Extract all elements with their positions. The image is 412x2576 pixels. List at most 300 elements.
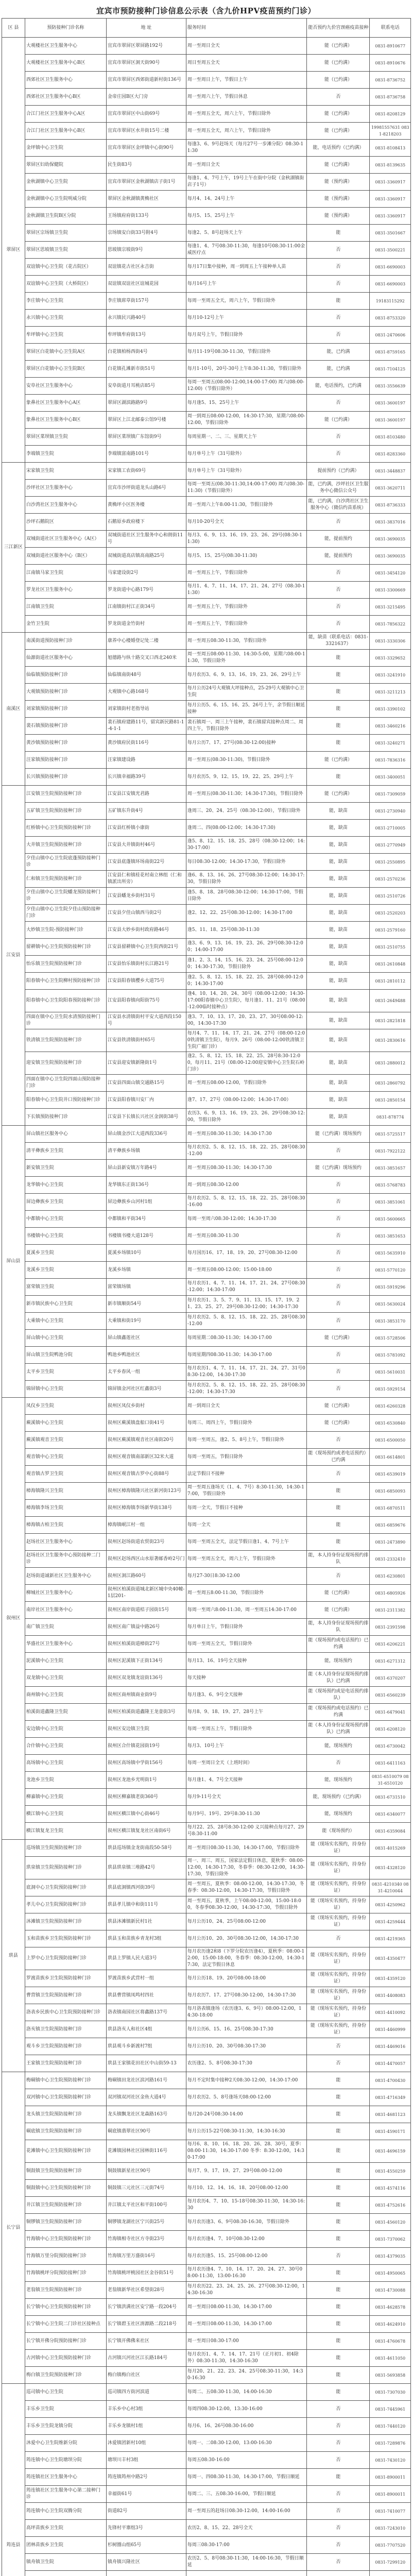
clinic-name-cell: 迎安镇卫生院预防接种门诊 bbox=[25, 1052, 106, 1075]
clinic-name-cell: 牟坪镇中心卫生院 bbox=[25, 327, 106, 344]
address-cell: 江安县江安镇光君路 bbox=[106, 786, 186, 803]
hpv9-booking-cell: 否 bbox=[307, 2554, 370, 2571]
clinic-name-cell: 仙临镇预防接种门诊 bbox=[25, 667, 106, 684]
phone-cell: 0831-3329652 bbox=[370, 650, 411, 667]
clinic-name-cell: 金秋湖镇中心卫生院明威分院 bbox=[25, 191, 106, 208]
table-row bbox=[2, 480, 411, 497]
clinic-name-cell: 翠屏区思坡镇卫生院 bbox=[25, 242, 106, 259]
hpv9-booking-cell: 能 bbox=[307, 2316, 370, 2333]
clinic-name-cell: 阳春镇中心卫生院阳春预防接种门诊 bbox=[25, 990, 106, 1012]
clinic-name-cell: 龙池乡卫生院 bbox=[25, 1772, 106, 1789]
service-time-cell: 每月单日上午，节假日除外 bbox=[186, 1619, 306, 1636]
service-time-cell: 每月农历4、7、10、15-18号08:30-11:30，14:30-16:30 bbox=[186, 2197, 306, 2214]
hpv9-booking-cell: 能，缺苗 bbox=[307, 956, 370, 973]
address-cell: 锦屏镇金河社区红鑫街3号 bbox=[106, 1381, 186, 1398]
table-row bbox=[2, 939, 411, 956]
address-cell: 江安县下长镇长兴社区金润街38号 bbox=[106, 1109, 186, 1126]
clinic-name-cell: 观斗乡卫生院预防接种门诊 bbox=[25, 2038, 106, 2055]
clinic-name-cell: 上罗中心卫生院预防接种门诊 bbox=[25, 1947, 106, 1970]
phone-cell: 0831-6510079 0831-6510120 bbox=[370, 1772, 411, 1789]
clinic-name-cell: 底洞中心卫生院预防接种门诊 bbox=[25, 1879, 106, 1896]
table-row bbox=[2, 1896, 411, 1913]
clinic-name-cell: 屏山镇卫生院鸭池分院 bbox=[25, 1347, 106, 1364]
phone-cell: 0831-4550259 bbox=[370, 2163, 411, 2180]
phone-cell: 0831-2770949 bbox=[370, 837, 411, 854]
table-row bbox=[2, 2316, 411, 2333]
phone-cell: 0831-878774 bbox=[370, 1109, 411, 1126]
address-cell: 牟坪镇牟府街13号 bbox=[106, 327, 186, 344]
clinic-name-cell: 汪家镇预防接种门诊 bbox=[25, 752, 106, 769]
clinic-name-cell: 仙源街道社区服务中心 bbox=[25, 650, 106, 667]
hpv9-booking-cell: 否 bbox=[307, 2418, 370, 2435]
hpv9-booking-cell: 否 bbox=[307, 2401, 370, 2418]
service-time-cell: 农历逢2、5、8号08:30-17:30 bbox=[186, 2055, 306, 2072]
service-time-cell: 每月5、15、25号上午 bbox=[186, 208, 306, 225]
address-cell: 屏边彝族乡山河村1组 bbox=[106, 1194, 186, 1211]
hpv9-booking-cell: 能，缺苗 bbox=[307, 888, 370, 905]
address-cell: 仙临镇南街48号 bbox=[106, 667, 186, 684]
clinic-name-cell: 龙溪乡卫生院 bbox=[25, 1262, 106, 1279]
service-time-cell: 每月农历1、3、5、7、9、11、13、15、17、19、21、23、25、27、29号08:30-12:00；14:30-17:30 bbox=[186, 1296, 306, 1313]
clinic-name-cell: 竹海镇万里分院预防接种门诊 bbox=[25, 2248, 106, 2265]
phone-cell: 0831-8910677 bbox=[370, 38, 411, 55]
service-time-cell: 每月双号上午，节假日除外 bbox=[186, 327, 306, 344]
hpv9-booking-cell: 否 bbox=[307, 1930, 370, 1947]
clinic-name-cell: 裴石镇预防接种门诊 bbox=[25, 718, 106, 735]
address-cell bbox=[106, 2571, 186, 2576]
service-time-cell: 每月20、21、22、23、24、25号08:30-11:30，14:30-16:30 bbox=[186, 2367, 306, 2384]
table-row bbox=[2, 2469, 411, 2486]
address-cell: 铜鼓镇三元社区三元街74号 bbox=[106, 2180, 186, 2197]
district-cell: 三江新区 bbox=[2, 463, 25, 633]
hpv9-booking-cell: 能（已约满） bbox=[307, 786, 370, 803]
address-cell: 李端镇富南路101号 bbox=[106, 446, 186, 463]
clinic-name-cell: 梅硐镇中心卫生院预防接种门诊 bbox=[25, 2072, 106, 2089]
address-cell: 康养中心楼婚登记处二楼 bbox=[106, 633, 186, 650]
address-cell: 叙州区柳嘉镇老街360号 bbox=[106, 1789, 186, 1806]
header-phone: 联系电话 bbox=[370, 19, 411, 38]
phone-cell: 0831-8283360 bbox=[370, 446, 411, 463]
address-cell: 五矿镇东升街4号 bbox=[106, 803, 186, 820]
clinic-name-cell: 翠屏区白花镇中心卫生院B区 bbox=[25, 361, 106, 378]
service-time-cell: 每月公历15-22号08:30-11:30，14:30-16:30 bbox=[186, 2123, 306, 2140]
table-row bbox=[2, 2486, 411, 2503]
phone-cell: 0831-2510726 bbox=[370, 888, 411, 905]
address-cell: 江安县水清镇街村平安大道西段150号 bbox=[106, 1012, 186, 1029]
address-cell: 沐爱镇团新村10组 bbox=[106, 2435, 186, 2452]
address-cell: 叙州区柏溪街道城北新区城中央40幢-1层201- bbox=[106, 1585, 186, 1602]
hpv9-booking-cell: 能（现场预约或电话预约）已约满 bbox=[307, 1636, 370, 1653]
service-time-cell: 逢1、2、3、14、15、16、23、24、25号08:00-12:00；14:30-17:30，节假日除外 bbox=[186, 956, 306, 973]
phone-cell: 0831-4410092 bbox=[370, 2004, 411, 2021]
service-time-cell: 每月13、16、19号全天接种 bbox=[186, 1653, 306, 1670]
hpv9-booking-cell: 能，已约满 bbox=[307, 361, 370, 378]
clinic-name-cell: 长兴镇预防接种门诊 bbox=[25, 769, 106, 786]
service-time-cell: 周一至周五08:30-11:30 bbox=[186, 1228, 306, 1245]
service-time-cell: 逢5、8、12、15、18、25、28号（08:30-12:00；14:30-17:00） bbox=[186, 837, 306, 854]
table-body bbox=[2, 38, 411, 2576]
clinic-name-cell: 大观楼社区卫生服务中心 bbox=[25, 38, 106, 55]
table-row bbox=[2, 1483, 411, 1500]
table-row bbox=[2, 429, 411, 446]
hpv9-booking-cell: 能（已约满） bbox=[307, 106, 370, 123]
address-cell: 裴石镇府建路11号，留宾新民路81-1-4-1-1 bbox=[106, 718, 186, 735]
address-cell: 江安县迎安镇新隆街1号 bbox=[106, 1052, 186, 1075]
hpv9-booking-cell: 能 bbox=[307, 2282, 370, 2299]
table-row bbox=[2, 344, 411, 361]
clinic-name-cell: 黄沙镇预防接种门诊 bbox=[25, 735, 106, 752]
service-time-cell: 周一到周五08:30-12:00 bbox=[186, 1177, 306, 1194]
clinic-name-cell: 王家镇卫生院预防接种门诊 bbox=[25, 2055, 106, 2072]
phone-cell: 0831-7289876 bbox=[370, 2435, 411, 2452]
hpv9-booking-cell: 否 bbox=[307, 276, 370, 293]
hpv9-booking-cell: 能（现场预约或是电话预约排队） bbox=[307, 1687, 370, 1704]
table-row bbox=[2, 1092, 411, 1109]
header-district: 区 县 bbox=[2, 19, 25, 38]
address-cell: 双谊镇花古社区永吉街 bbox=[106, 259, 186, 276]
hpv9-booking-cell: 能，缺苗 bbox=[307, 1052, 370, 1075]
table-row bbox=[2, 276, 411, 293]
hpv9-booking-cell: 能（现场实名预约，持身份证） bbox=[307, 1970, 370, 1987]
phone-cell: 0831-3240271 bbox=[370, 735, 411, 752]
phone-cell: 0831-7309059 bbox=[370, 786, 411, 803]
address-cell: 花滩镇园林社区园林街116号 bbox=[106, 2140, 186, 2163]
phone-cell: 0831-3241910 bbox=[370, 667, 411, 684]
hpv9-booking-cell: 否 bbox=[307, 2055, 370, 2072]
address-cell: 叙州区洞江路60号 bbox=[106, 1568, 186, 1585]
hpv9-booking-cell: 能 bbox=[307, 2299, 370, 2316]
hpv9-booking-cell: 能 bbox=[307, 225, 370, 242]
service-time-cell: 每周星期二08:30-11:30；14:30-17:00 bbox=[186, 1330, 306, 1347]
clinic-name-cell: 樟海镇李场卫生院 bbox=[25, 1500, 106, 1517]
hpv9-booking-cell: 否 bbox=[307, 2520, 370, 2537]
phone-cell: 0831-4700430 bbox=[370, 2072, 411, 2089]
clinic-name-cell: 洛亥镇卫生院预防接种门诊 bbox=[25, 2021, 106, 2038]
hpv9-booking-cell: 能 bbox=[307, 1483, 370, 1500]
phone-cell: 0831-6530840 bbox=[370, 1415, 411, 1432]
clinic-name-cell: 巡司镇中心卫生院 bbox=[25, 2384, 106, 2401]
phone-cell: 0831-2850154 bbox=[370, 1092, 411, 1109]
table-row bbox=[2, 1879, 411, 1896]
address-cell: 竹海镇相寺社区方寺街23号 bbox=[106, 2231, 186, 2248]
address-cell: 宜宾市沙坪街道龙头山路6号 bbox=[106, 480, 186, 497]
table-row bbox=[2, 599, 411, 616]
hpv9-booking-cell: 能（本人持身份证现场预约排队）已约满 bbox=[307, 1670, 370, 1687]
hpv9-booking-cell: 能，已约满，沙坪社区卫生服务中心微信公众号 bbox=[307, 480, 370, 497]
hpv9-booking-cell: 能，缺苗 bbox=[307, 1109, 370, 1126]
address-cell: 宜宾市翠屏区翠屏路192号 bbox=[106, 38, 186, 55]
phone-cell: 0831-5728506 bbox=[370, 1330, 411, 1347]
address-cell: 安阜街道月耳桃店85号 bbox=[106, 378, 186, 395]
address-cell: 宜宾市翠屏区西郊街道新村街136号 bbox=[106, 72, 186, 89]
address-cell: 石鹅原乡政府楼下 bbox=[106, 514, 186, 531]
table-row bbox=[2, 225, 411, 242]
hpv9-booking-cell: 否 bbox=[307, 1347, 370, 1364]
header-clinic-name: 预防接种门诊名称 bbox=[25, 19, 106, 38]
phone-cell: 0831-2810112 bbox=[370, 973, 411, 990]
address-cell: 罗龙街道中心路179号 bbox=[106, 582, 186, 599]
service-time-cell: 每月农历22、23、24、25、26、27号08:30-12:00，14:30-16:30 bbox=[186, 2282, 306, 2299]
service-time-cell: 每月农历逢4、7、10、14、17、20、24、27、30号08:00-11:30，13:00-16:30 bbox=[186, 2265, 306, 2282]
table-row bbox=[2, 1330, 411, 1347]
address-cell: 塘坝川丰村3组 bbox=[106, 2452, 186, 2469]
address-cell: 叙州区赵场西区山水原著邮香岭2号门 bbox=[106, 1551, 186, 1568]
hpv9-booking-cell: 能 bbox=[307, 1517, 370, 1534]
table-row bbox=[2, 123, 411, 140]
phone-cell: 0831-7243010 bbox=[370, 2520, 411, 2537]
service-time-cell: 每周一至周五上午，节假日除外 bbox=[186, 1721, 306, 1738]
table-row bbox=[2, 2503, 411, 2520]
hpv9-booking-cell: 能 bbox=[307, 2367, 370, 2384]
clinic-name-cell: 赵场社区卫生服务中心 bbox=[25, 1534, 106, 1551]
address-cell: 幸福街61号 bbox=[106, 2486, 186, 2503]
header-service-time: 服务时间 bbox=[186, 19, 306, 38]
table-row bbox=[2, 2123, 411, 2140]
hpv9-booking-cell: 能 bbox=[307, 293, 370, 310]
table-row bbox=[2, 242, 411, 259]
phone-cell bbox=[370, 2571, 411, 2576]
address-cell: 汪家镇建设路 bbox=[106, 752, 186, 769]
service-time-cell: 每月农历2、5、8、12、15、18、22、25、28号08:30-12:00 bbox=[186, 1143, 306, 1160]
clinic-name-cell: 白沙湾社区卫生服务中心 bbox=[25, 497, 106, 514]
clinic-name-cell: 硐底镇卫生院预防接种门诊 bbox=[25, 2123, 106, 2140]
hpv9-booking-cell: 能（已约满） bbox=[307, 72, 370, 89]
table-row bbox=[2, 1449, 411, 1466]
service-time-cell: 逢周二、四(08:00-12:00；14:30-17:30) bbox=[186, 820, 306, 837]
clinic-name-cell: 富荣镇卫生院 bbox=[25, 1279, 106, 1296]
clinic-name-cell: 南溪街道预防接种门诊 bbox=[25, 633, 106, 650]
district-cell: 筠连县 bbox=[2, 2384, 25, 2576]
service-time-cell: 每周四08:30-12:00，13:30-16:00 bbox=[186, 2401, 306, 2418]
clinic-name-cell: 象鼻社区卫生服务中心B区 bbox=[25, 412, 106, 429]
hpv9-booking-cell: 否 bbox=[307, 1262, 370, 1279]
phone-cell: 0831-3390102 bbox=[370, 701, 411, 718]
phone-cell: 0831-2470606 bbox=[370, 327, 411, 344]
address-cell: 叙州区观音镇古罗中心街88号 bbox=[106, 1466, 186, 1483]
service-time-cell: 逢2、5、8、12、15、18、22、25、28号8:30-12:00，每月11、21号（08:00-12:00迎安镇中心卫生院石岭门诊） bbox=[186, 1052, 306, 1075]
phone-cell: 0831-8736752 bbox=[370, 72, 411, 89]
service-time-cell: 每月27-30日8:30-12:00 bbox=[186, 1568, 306, 1585]
hpv9-booking-cell: 能（预约满） bbox=[307, 191, 370, 208]
hpv9-booking-cell: 能（现场预约或电话预约）已约满 bbox=[307, 1704, 370, 1721]
clinic-name-cell: 双城街道社区卫生服务中心（A区） bbox=[25, 531, 106, 548]
clinic-name-cell: 南岸社区卫生服务中心 bbox=[25, 1602, 106, 1619]
table-row bbox=[2, 905, 411, 922]
hpv9-booking-cell: 能 bbox=[307, 2163, 370, 2180]
hpv9-booking-cell: 能（已约满）现场预约 bbox=[307, 1160, 370, 1177]
district-cell: 翠屏区 bbox=[2, 38, 25, 463]
table-row bbox=[2, 310, 411, 327]
phone-cell: 0831-2550895 bbox=[370, 854, 411, 871]
table-row bbox=[2, 2418, 411, 2435]
address-cell: 井江镇太平社区和平街100号 bbox=[106, 2197, 186, 2214]
service-time-cell: 逢2、12、22、25号08:30-12:00；14:30-17:00 bbox=[186, 905, 306, 922]
address-cell: 竹海镇万里万盛街16号 bbox=[106, 2248, 186, 2265]
phone-cell: 0831-2570236 bbox=[370, 871, 411, 888]
phone-cell: 0831-6230801 bbox=[370, 1568, 411, 1585]
clinic-name-cell: 蕨溪镇中心卫生院 bbox=[25, 1415, 106, 1432]
hpv9-booking-cell: 能（已约满） bbox=[307, 157, 370, 174]
hpv9-booking-cell: 能（已约满）现场预约 bbox=[307, 1126, 370, 1143]
phone-cell: 0831-2880012 bbox=[370, 1052, 411, 1075]
clinic-name-cell bbox=[25, 2571, 106, 2576]
service-time-cell: 每周一至周五，逢2、5、8号上午，节假日除外 bbox=[186, 1432, 306, 1449]
service-time-cell: 逢3、7、10、13、17、20、23、27、30号08:00-12:00，14:30-17:30 bbox=[186, 1012, 306, 1029]
clinic-name-cell: 大乘镇中心卫生院 bbox=[25, 1313, 106, 1330]
hpv9-booking-cell: 能，缺苗 bbox=[307, 990, 370, 1012]
hpv9-booking-cell: 否 bbox=[307, 429, 370, 446]
service-time-cell: 每月农历5、9、12、15、19、22、25、29号上午 bbox=[186, 769, 306, 786]
table-row bbox=[2, 2554, 411, 2571]
hpv9-booking-cell: 能 bbox=[307, 2089, 370, 2106]
address-cell: 珙县观斗乡新渡村7组 bbox=[106, 2038, 186, 2055]
table-row bbox=[2, 1568, 411, 1585]
phone-cell: 0831-5635910 bbox=[370, 1245, 411, 1262]
table-row bbox=[2, 1364, 411, 1381]
table-row bbox=[2, 1687, 411, 1704]
clinic-name-cell: 双河镇中心卫生院预防接种门诊 bbox=[25, 2089, 106, 2106]
address-cell: 屏山县新安镇万年路4号 bbox=[106, 1160, 186, 1177]
address-cell: 珙县玉和苗族乡青龙村3组 bbox=[106, 1930, 186, 1947]
hpv9-booking-cell: 能，现场预约 bbox=[307, 1772, 370, 1789]
phone-cell: 0831-3330306 bbox=[370, 633, 411, 650]
clinic-name-cell: 怡乐镇卫生院预防接种门诊 bbox=[25, 956, 106, 973]
clinic-name-cell: 合江门社区卫生服务中心A区 bbox=[25, 106, 106, 123]
address-cell: 翠屏区菜坝镇广东馆街9号 bbox=[106, 429, 186, 446]
address-cell: 白花镇孔滩新市街51号 bbox=[106, 361, 186, 378]
address-cell: 江安县蟠龙乡街村31号 bbox=[106, 888, 186, 905]
hpv9-booking-cell: 能（已约满） bbox=[307, 1415, 370, 1432]
service-time-cell: 周一至周日全天 bbox=[186, 157, 306, 174]
address-cell: 宗场镇安白街33号附4号 bbox=[106, 225, 186, 242]
phone-cell: 0831-4950065 bbox=[370, 2265, 411, 2282]
phone-cell: 0831-3400051 bbox=[370, 769, 411, 786]
service-time-cell: 每周一至周五，节假日除外 bbox=[186, 1449, 306, 1466]
clinic-name-cell: 南广镇卫生院 bbox=[25, 1619, 106, 1636]
hpv9-booking-cell: 否 bbox=[307, 2503, 370, 2520]
address-cell: 江安县夕佳山镇西马街2号 bbox=[106, 905, 186, 922]
clinic-name-cell: 铜鼓镇卫生院预防接种门诊 bbox=[25, 2163, 106, 2180]
hpv9-booking-cell: 能 bbox=[307, 2197, 370, 2214]
hpv9-booking-cell: 提前预约（已约满） bbox=[307, 463, 370, 480]
phone-cell: 0831-7440120 bbox=[370, 2418, 411, 2435]
hpv9-booking-cell: 能（已约满） bbox=[307, 1398, 370, 1415]
hpv9-booking-cell: 否 bbox=[307, 2038, 370, 2055]
clinic-name-cell: 红桥镇中心卫生院预防接种门诊 bbox=[25, 820, 106, 837]
hpv9-booking-cell: 能（预约满） bbox=[307, 174, 370, 191]
table-row bbox=[2, 2452, 411, 2469]
hpv9-booking-cell: 否 bbox=[307, 1228, 370, 1245]
table-row bbox=[2, 1619, 411, 1636]
phone-cell: 0831-2391598 bbox=[370, 1619, 411, 1636]
address-cell: 叙州区蕨溪镇盘船口街41号 bbox=[106, 1415, 186, 1432]
table-row bbox=[2, 565, 411, 582]
hpv9-booking-cell: 否 bbox=[307, 1296, 370, 1313]
phone-cell: 0831-3360917 bbox=[370, 191, 411, 208]
service-time-cell: 每月10-12号上午 bbox=[186, 310, 306, 327]
address-cell: 屏山镇金沙江大道西段336号 bbox=[106, 1126, 186, 1143]
service-time-cell: 周一至周五，夏秋季：08:00-12:00，14:30-17:30，冬春季：08:30-12:00，14:30-17:30，节假日除外 bbox=[186, 1879, 306, 1896]
phone-cell: 0831-2649488 bbox=[370, 990, 411, 1012]
table-row bbox=[2, 2038, 411, 2055]
hpv9-booking-cell: 否 bbox=[307, 1313, 370, 1330]
clinic-name-cell: 五矿镇卫生院预防接种门诊 bbox=[25, 803, 106, 820]
hpv9-booking-cell: 否 bbox=[307, 310, 370, 327]
service-time-cell: 逢3、6、9、13、16、19、23、26、29号08:30-12:00；14:00-17:00 bbox=[186, 939, 306, 956]
phone-cell: 0831-5630024 bbox=[370, 1296, 411, 1313]
service-time-cell: 逢6、8、13、16、26、27号08:30-12:00；14:30-17:30，节假日除外 bbox=[186, 871, 306, 888]
clinic-name-cell: 镇舟镇卫生院 bbox=[25, 2554, 106, 2571]
table-row bbox=[2, 1313, 411, 1330]
hpv9-booking-cell: 否 bbox=[307, 1177, 370, 1194]
service-time-cell: 每月逢5、15、25号上午 bbox=[186, 395, 306, 412]
address-cell: 江安县大井镇街村46号 bbox=[106, 837, 186, 854]
address-cell: 杉树圈山组65号 bbox=[106, 2537, 186, 2554]
hpv9-booking-cell: 能，提前预约 bbox=[307, 531, 370, 548]
clinic-name-cell: 翠屏区菜坝镇卫生院 bbox=[25, 429, 106, 446]
service-time-cell: 每月单号上午（31号除外） bbox=[186, 463, 306, 480]
address-cell: 江安县阳春镇川安厂内 bbox=[106, 1092, 186, 1109]
clinic-name-cell: 长宁镇中心卫生院预防接种门诊 bbox=[25, 2299, 106, 2316]
table-row bbox=[2, 1029, 411, 1052]
service-time-cell: 每月4、7、11、14、17、21、24、27号（08:00-12:00铁清镇卫生院），每月9、26号（08:00-12:00铁清镇卫生院广福门诊） bbox=[186, 1029, 306, 1052]
phone-cell: 0831-5693858 bbox=[370, 2367, 411, 2384]
hpv9-booking-cell: 否 bbox=[307, 395, 370, 412]
service-time-cell: 每逢1、4、7号08:30-11:30，每逢10号08:30-11:00金威医疗点 bbox=[186, 242, 306, 259]
clinic-name-cell: 花滩镇中心卫生院预防接种门诊 bbox=[25, 2140, 106, 2163]
clinic-name-cell: 井江镇卫生院预防接种门诊 bbox=[25, 2197, 106, 2214]
table-row bbox=[2, 1806, 411, 1823]
clinic-name-cell: 商州镇中心卫生院 bbox=[25, 1687, 106, 1704]
table-row bbox=[2, 1738, 411, 1755]
phone-cell: 0831-2520203 bbox=[370, 905, 411, 922]
service-time-cell: 每周一全天 bbox=[186, 1517, 306, 1534]
phone-cell: 0831-6731510 bbox=[370, 1789, 411, 1806]
clinic-name-cell: 阳春镇中心卫生院柳村预防接种门诊 bbox=[25, 973, 106, 990]
phone-cell: 0831-7370062 bbox=[370, 2231, 411, 2248]
service-time-cell: 裴石镇周一、周三上午接种，裴石镇留宾接种点周二、周四上午，节假日除外 bbox=[186, 718, 306, 735]
clinic-name-cell: 翠屏区妇幼保健院 bbox=[25, 157, 106, 174]
table-row bbox=[2, 1755, 411, 1772]
hpv9-booking-cell: 否 bbox=[307, 582, 370, 599]
address-cell: 樟海镇岷江村一组 bbox=[106, 1517, 186, 1534]
address-cell: 新市镇顺街54号 bbox=[106, 1296, 186, 1313]
address-cell: 筠连镇筠州中路2号 bbox=[106, 2469, 186, 2486]
phone-cell: 0831-8753320 bbox=[370, 310, 411, 327]
service-time-cell: 每周一至周日全天（上班时间） bbox=[186, 1755, 306, 1772]
service-time-cell: 每月1、4、7、11、14、17、21、24、27号（08:30-11:30） bbox=[186, 582, 306, 599]
table-row bbox=[2, 1279, 411, 1296]
table-row bbox=[2, 446, 411, 463]
address-cell: 屏山镇鑫莲社区 bbox=[106, 1330, 186, 1347]
hpv9-booking-cell: 能，现场预约（已约满） bbox=[307, 1789, 370, 1806]
address-cell: 宜宾市翠屏区洞天街90号 bbox=[106, 55, 186, 72]
clinic-name-cell: 长宁镇开佛分院预防接种门诊 bbox=[25, 2333, 106, 2350]
service-time-cell: 周一至周日08:30-11:30，14:30-17:00，节假日除外 bbox=[186, 1840, 306, 1857]
table-row bbox=[2, 395, 411, 412]
phone-cell: 0831-6271312 bbox=[370, 1653, 411, 1670]
table-row bbox=[2, 1415, 411, 1432]
address-cell: 珙县上罗镇人民大道3号 bbox=[106, 1947, 186, 1970]
clinic-name-cell: 筠连镇社区卫生服务中心第二接种门诊 bbox=[25, 2486, 106, 2503]
table-row bbox=[2, 463, 411, 480]
table-row bbox=[2, 786, 411, 803]
table-row bbox=[2, 1789, 411, 1806]
table-row bbox=[2, 1126, 411, 1143]
phone-cell: 0831-7104125 bbox=[370, 361, 411, 378]
address-cell: 江安县底蓬镇环场南街22号 bbox=[106, 854, 186, 871]
table-row bbox=[2, 412, 411, 429]
